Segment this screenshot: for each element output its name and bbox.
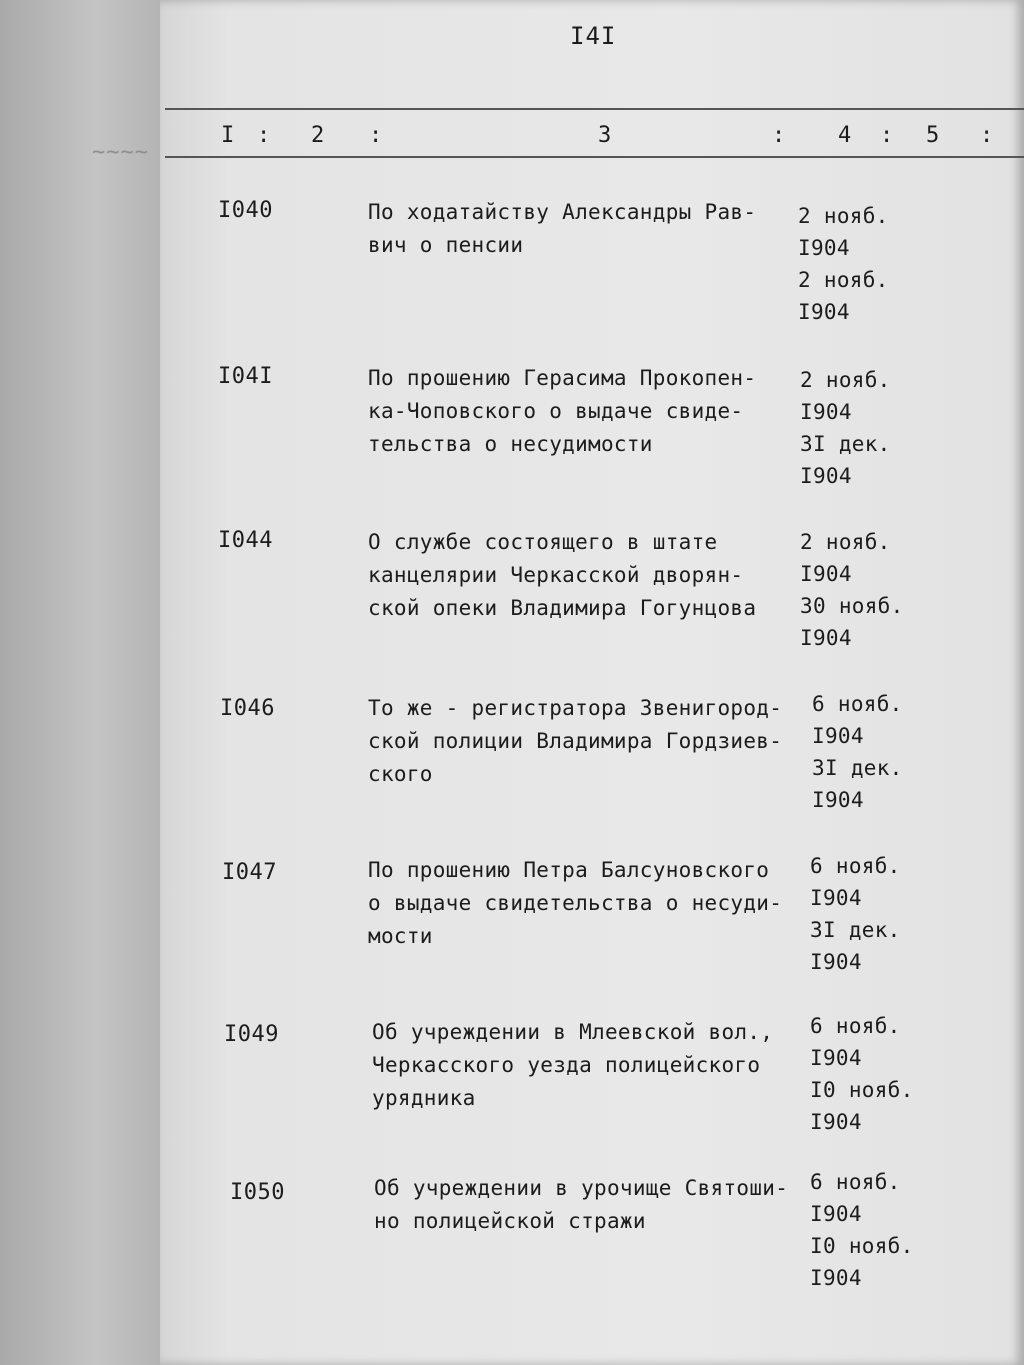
content-line: Об учреждении в урочище Святоши- bbox=[374, 1176, 789, 1200]
date-start-day: 6 нояб. bbox=[810, 854, 901, 878]
date-end-year: I904 bbox=[798, 300, 850, 324]
entry-dates bbox=[810, 1166, 914, 1294]
entry-number: I046 bbox=[220, 696, 275, 721]
date-end-day: 3I дек. bbox=[812, 756, 903, 780]
content-line: тельства о несудимости bbox=[368, 432, 653, 456]
entry-dates bbox=[810, 850, 901, 978]
content-line: но полицейской стражи bbox=[374, 1209, 646, 1233]
date-end-day: 30 нояб. bbox=[800, 594, 904, 618]
entry-number: I050 bbox=[230, 1180, 285, 1205]
date-end-year: I904 bbox=[800, 626, 852, 650]
date-end-day: I0 нояб. bbox=[810, 1078, 914, 1102]
entry-content bbox=[368, 362, 798, 461]
content-line: Об учреждении в Млеевской вол., bbox=[372, 1020, 774, 1044]
column-header-3: 3 bbox=[598, 123, 612, 148]
date-start-day: 6 нояб. bbox=[810, 1170, 901, 1194]
entry-number: I04I bbox=[218, 364, 273, 389]
date-start-year: I904 bbox=[798, 236, 850, 260]
entry-content bbox=[374, 1172, 804, 1238]
column-separator: : bbox=[880, 123, 894, 148]
content-line: ской полиции Владимира Гордзиев- bbox=[368, 729, 783, 753]
column-separator: : bbox=[980, 123, 994, 148]
date-end-year: I904 bbox=[812, 788, 864, 812]
date-start-year: I904 bbox=[810, 1046, 862, 1070]
date-start-day: 6 нояб. bbox=[810, 1014, 901, 1038]
date-end-year: I904 bbox=[800, 464, 852, 488]
content-line: ка-Чоповского о выдаче свиде- bbox=[368, 399, 744, 423]
entry-content bbox=[368, 692, 798, 791]
column-header-4: 4 bbox=[838, 123, 852, 148]
content-line: Черкасского уезда полицейского bbox=[372, 1053, 761, 1077]
entry-dates bbox=[812, 688, 903, 816]
content-line: вич о пенсии bbox=[368, 233, 524, 257]
date-end-day: I0 нояб. bbox=[810, 1234, 914, 1258]
date-start-year: I904 bbox=[810, 1202, 862, 1226]
date-end-year: I904 bbox=[810, 1110, 862, 1134]
content-line: По прошению Герасима Прокопен- bbox=[368, 366, 757, 390]
entry-number: I047 bbox=[222, 860, 277, 885]
date-start-year: I904 bbox=[812, 724, 864, 748]
content-line: ского bbox=[368, 762, 433, 786]
date-end-year: I904 bbox=[810, 950, 862, 974]
column-header-2: 2 bbox=[311, 123, 325, 148]
page-number: I4I bbox=[570, 22, 617, 50]
entry-content bbox=[368, 196, 798, 262]
header-rule-top bbox=[165, 108, 1024, 110]
entry-content bbox=[368, 526, 798, 625]
content-line: То же - регистратора Звенигород- bbox=[368, 696, 783, 720]
date-end-day: 3I дек. bbox=[800, 432, 891, 456]
entry-content bbox=[372, 1016, 802, 1115]
content-line: мости bbox=[368, 924, 433, 948]
column-header-1: I bbox=[221, 123, 235, 148]
date-start-year: I904 bbox=[810, 886, 862, 910]
facing-page-bleed: ~~~~ bbox=[92, 140, 149, 165]
column-separator: : bbox=[257, 123, 271, 148]
entry-dates bbox=[800, 364, 891, 492]
column-header-5: 5 bbox=[926, 123, 940, 148]
content-line: По прошению Петра Балсуновского bbox=[368, 858, 770, 882]
entry-dates bbox=[798, 200, 889, 328]
date-end-year: I904 bbox=[810, 1266, 862, 1290]
date-start-day: 2 нояб. bbox=[800, 368, 891, 392]
content-line: урядника bbox=[372, 1086, 476, 1110]
content-line: По ходатайству Александры Рав- bbox=[368, 200, 757, 224]
content-line: ской опеки Владимира Гогунцова bbox=[368, 596, 757, 620]
content-line: О службе состоящего в штате bbox=[368, 530, 718, 554]
entry-number: I040 bbox=[218, 198, 273, 223]
content-line: канцелярии Черкасской дворян- bbox=[368, 563, 744, 587]
entry-dates bbox=[800, 526, 904, 654]
date-start-day: 2 нояб. bbox=[798, 204, 889, 228]
date-end-day: 3I дек. bbox=[810, 918, 901, 942]
column-separator: : bbox=[369, 123, 383, 148]
column-separator: : bbox=[772, 123, 786, 148]
date-start-year: I904 bbox=[800, 562, 852, 586]
date-end-day: 2 нояб. bbox=[798, 268, 889, 292]
date-start-day: 2 нояб. bbox=[800, 530, 891, 554]
date-start-year: I904 bbox=[800, 400, 852, 424]
date-start-day: 6 нояб. bbox=[812, 692, 903, 716]
entry-number: I044 bbox=[218, 528, 273, 553]
content-line: о выдаче свидетельства о несуди- bbox=[368, 891, 783, 915]
entry-number: I049 bbox=[224, 1022, 279, 1047]
facing-page bbox=[0, 0, 160, 1365]
header-rule-bottom bbox=[165, 156, 1024, 158]
entry-dates bbox=[810, 1010, 914, 1138]
entry-content bbox=[368, 854, 798, 953]
